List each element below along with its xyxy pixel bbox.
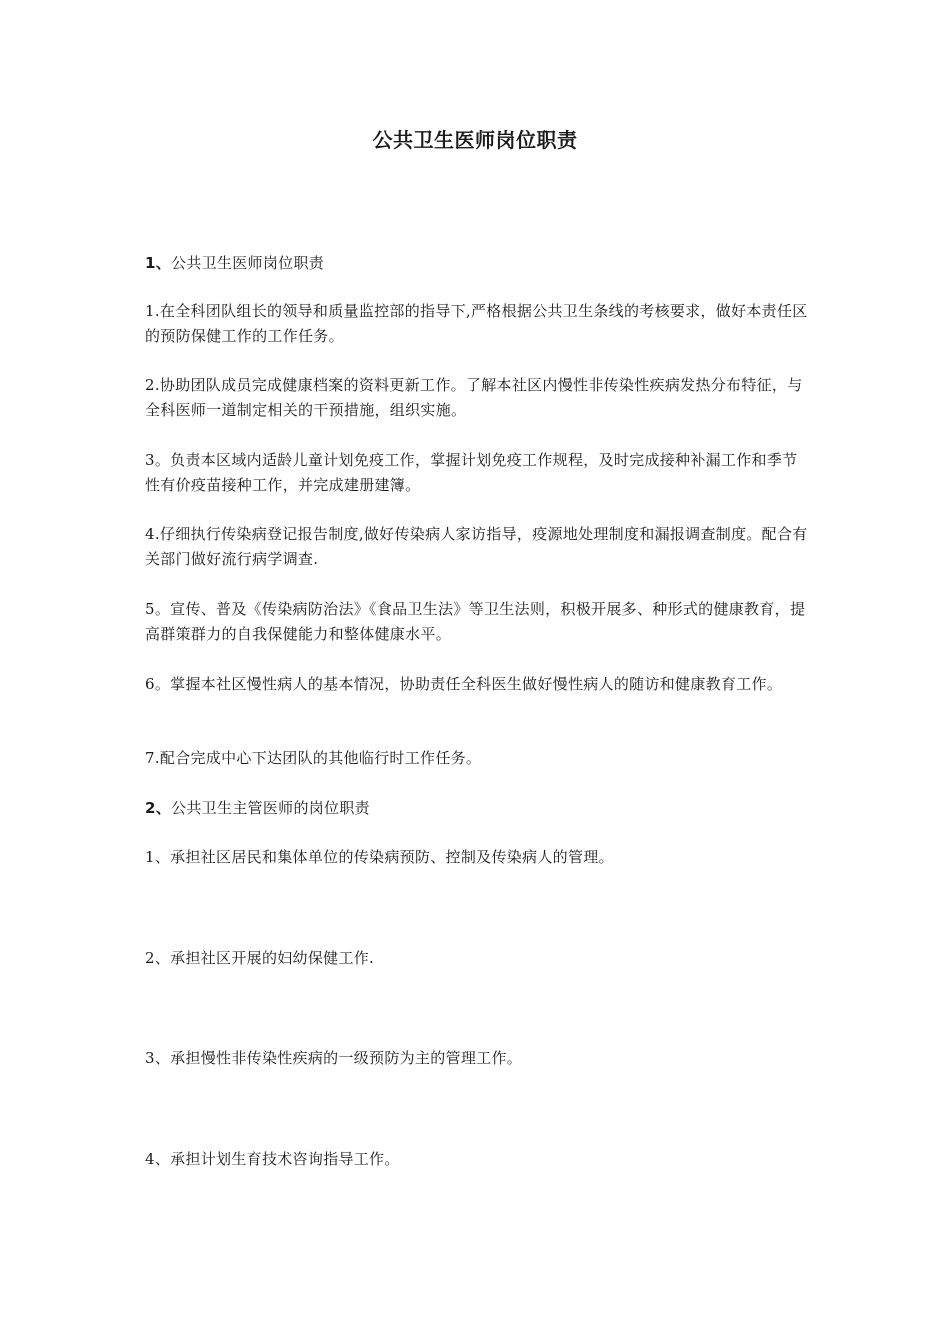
section-1-item-1: 1.在全科团队组长的领导和质量监控部的指导下,严格根据公共卫生条线的考核要求，做好本责任区的预防保健工作的工作任务。: [145, 302, 808, 345]
section-2-item-3: 3、承担慢性非传染性疾病的一级预防为主的管理工作。: [145, 1049, 523, 1067]
section-2-heading: [145, 796, 810, 821]
section-1-heading: [145, 251, 810, 276]
section-1-number: 1、: [145, 254, 172, 272]
section-2-item-4: 4、承担计划生育技术咨询指导工作。: [145, 1150, 400, 1168]
document-title: 公共卫生医师岗位职责: [372, 128, 578, 152]
section-2-item-1: 1、承担社区居民和集体单位的传染病预防、控制及传染病人的管理。: [145, 848, 614, 866]
section-1-item-5: 5。宣传、普及《传染病防治法》《食品卫生法》等卫生法则，积极开展多、种形式的健康教育，提高群策群力的自我保健能力和整体健康水平。: [145, 600, 806, 643]
section-1-heading-text: 公共卫生医师岗位职责: [171, 254, 325, 272]
section-1-item-2: 2.协助团队成员完成健康档案的资料更新工作。了解本社区内慢性非传染性疾病发热分布特征，与全科医师一道制定相关的干预措施，组织实施。: [145, 376, 803, 419]
section-2-item-2: 2、承担社区开展的妇幼保健工作.: [145, 949, 375, 967]
section-1-item-3: 3。负责本区域内适龄儿童计划免疫工作，掌握计划免疫工作规程，及时完成接种补漏工作和季节性有价疫苗接种工作，并完成建册建簿。: [145, 451, 798, 494]
section-2-heading-text: 公共卫生主管医师的岗位职责: [171, 799, 370, 817]
section-1-item-4: 4.仔细执行传染病登记报告制度,做好传染病人家访指导，疫源地处理制度和漏报调查制度。配合有关部门做好流行病学调查.: [145, 525, 808, 568]
section-1-item-6: 6。掌握本社区慢性病人的基本情况，协助责任全科医生做好慢性病人的随访和健康教育工作。: [145, 675, 783, 693]
section-1-item-7: 7.配合完成中心下达团队的其他临行时工作任务。: [145, 749, 482, 767]
section-2-number: 2、: [145, 799, 172, 817]
